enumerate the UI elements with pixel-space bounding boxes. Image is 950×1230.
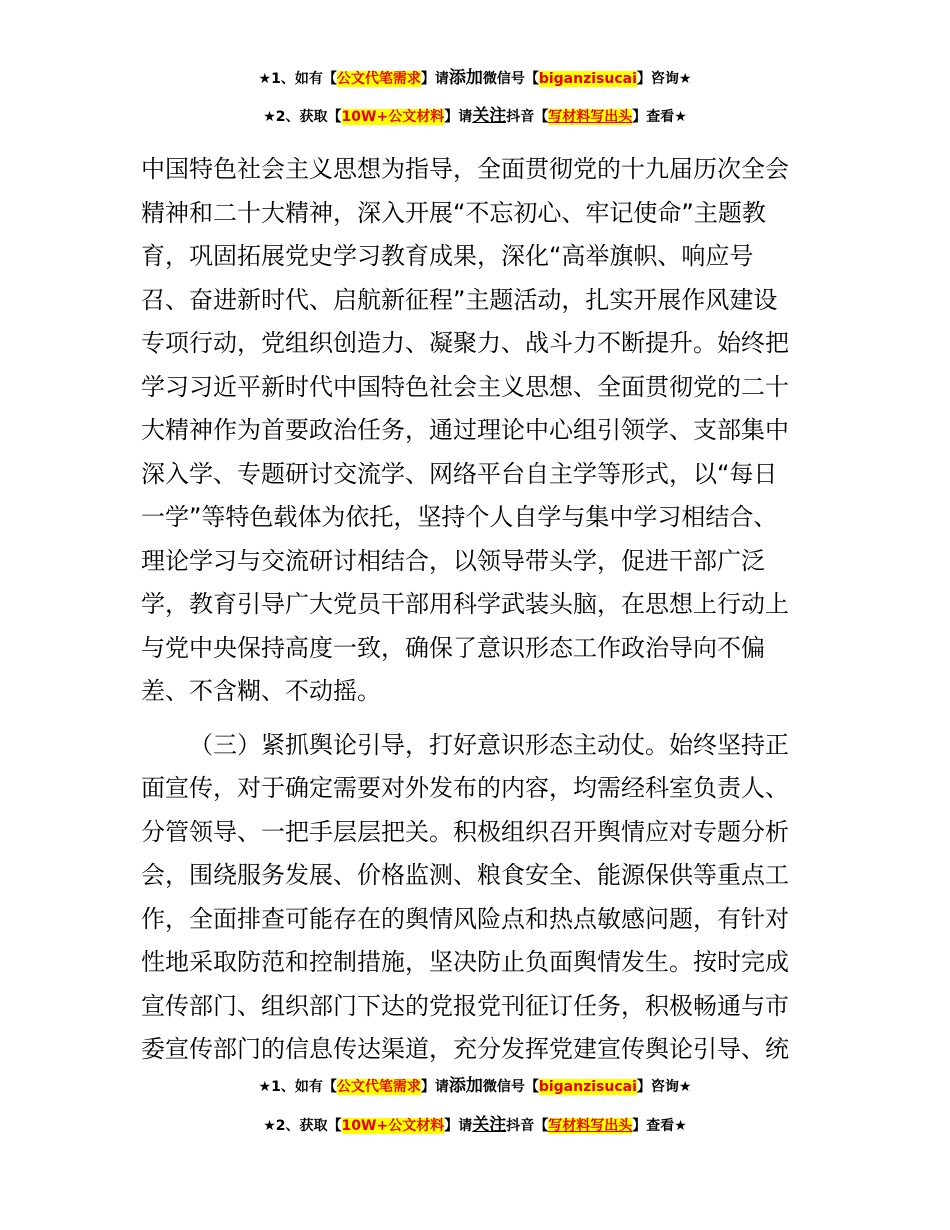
text-line: 精神和二十大精神，深入开展“不忘初心、牢记使命”主题教 <box>141 198 766 227</box>
promo-text: 抖音【 <box>506 1118 549 1134</box>
text-line: 性地采取防范和控制措施，坚决防止负面舆情发生。按时完成 <box>141 948 789 976</box>
text-line: 理论学习与交流研讨相结合，以领导带头学，促进干部广泛 <box>141 546 765 575</box>
text-line: （三）紧抓舆论引导，打好意识形态主动仗。始终坚持正 <box>189 730 789 759</box>
footer-promo-line-1 <box>0 1076 950 1097</box>
text-line: 差、不含糊、不动摇。 <box>141 677 381 705</box>
text-line: 会，围绕服务发展、价格监测、粮食安全、能源保供等重点工 <box>141 861 789 889</box>
highlight-materials: 10W+公文材料 <box>341 1118 445 1134</box>
text-line: 与党中央保持高度一致，确保了意识形态工作政治导向不偏 <box>141 633 765 662</box>
text-line: 面宣传，对于确定需要对外发布的内容，均需经科室负责人、 <box>141 774 789 802</box>
text-line: 召、奋进新时代、启航新征程”主题活动，扎实开展作风建设 <box>141 285 778 314</box>
document-body <box>141 148 813 1072</box>
promo-text: 2、获取【 <box>275 1118 342 1134</box>
text-line: 一学”等特色载体为依托，坚持个人自学与集中学习相结合、 <box>141 503 778 531</box>
wechat-id: biganzisucai <box>538 1079 637 1095</box>
text-line: 中国特色社会主义思想为指导，全面贯彻党的十九届历次全会 <box>141 155 789 183</box>
star-icon: ★ <box>263 109 276 125</box>
text-line: 深入学、专题研讨交流学、网络平台自主学等形式，以“每日 <box>141 459 778 488</box>
emphasis-text: 关注 <box>472 1115 507 1135</box>
star-icon: ★ <box>263 1118 276 1134</box>
emphasis-text: 添加 <box>448 68 483 88</box>
highlight-service: 公文代笔需求 <box>336 1079 421 1095</box>
promo-text: 微信号【 <box>482 71 539 87</box>
text-line: 委宣传部门的信息传达渠道，充分发挥党建宣传舆论引导、统 <box>141 1035 789 1063</box>
text-line: 育，巩固拓展党史学习教育成果，深化“高举旗帜、响应号 <box>141 242 754 270</box>
footer-promo-line-2 <box>0 1115 950 1136</box>
promo-text: 抖音【 <box>506 109 549 125</box>
promo-text: 】请 <box>420 1079 449 1095</box>
text-line: 宣传部门、组织部门下达的党报党刊征订任务，积极畅通与市 <box>141 991 789 1020</box>
promo-text: 1、如有【 <box>271 1079 337 1095</box>
promo-text: 】请 <box>444 1118 473 1134</box>
text-line: 专项行动，党组织创造力、凝聚力、战斗力不断提升。始终把 <box>141 329 789 357</box>
promo-text: 】查看★ <box>632 1118 687 1134</box>
douyin-account: 写材料写出头 <box>548 109 633 125</box>
paragraph-2 <box>141 724 813 1072</box>
highlight-materials: 10W+公文材料 <box>341 109 445 125</box>
promo-text: 1、如有【 <box>271 71 337 87</box>
promo-text: 】请 <box>444 109 473 125</box>
promo-text: 】查看★ <box>632 109 687 125</box>
header-promo-line-2 <box>0 106 950 127</box>
paragraph-gap <box>141 714 813 724</box>
promo-text: 】咨询★ <box>636 1079 692 1095</box>
promo-text: 】请 <box>420 71 449 87</box>
emphasis-text: 关注 <box>472 106 507 126</box>
douyin-account: 写材料写出头 <box>548 1118 633 1134</box>
wechat-id: biganzisucai <box>538 71 637 87</box>
text-line: 作，全面排查可能存在的舆情风险点和热点敏感问题，有针对 <box>141 904 789 933</box>
star-icon: ★ <box>258 1079 272 1095</box>
star-icon: ★ <box>258 71 272 87</box>
highlight-service: 公文代笔需求 <box>336 71 421 87</box>
promo-text: 】咨询★ <box>636 71 692 87</box>
paragraph-1 <box>141 148 813 714</box>
promo-text: 2、获取【 <box>275 109 342 125</box>
emphasis-text: 添加 <box>448 1076 483 1096</box>
text-line: 分管领导、一把手层层把关。积极组织召开舆情应对专题分析 <box>141 817 789 846</box>
text-line: 学习习近平新时代中国特色社会主义思想、全面贯彻党的二十 <box>141 372 789 401</box>
text-line: 大精神作为首要政治任务，通过理论中心组引领学、支部集中 <box>141 416 789 444</box>
text-line: 学，教育引导广大党员干部用科学武装头脑，在思想上行动上 <box>141 590 789 618</box>
promo-text: 微信号【 <box>482 1079 539 1095</box>
header-promo-line-1 <box>0 68 950 89</box>
